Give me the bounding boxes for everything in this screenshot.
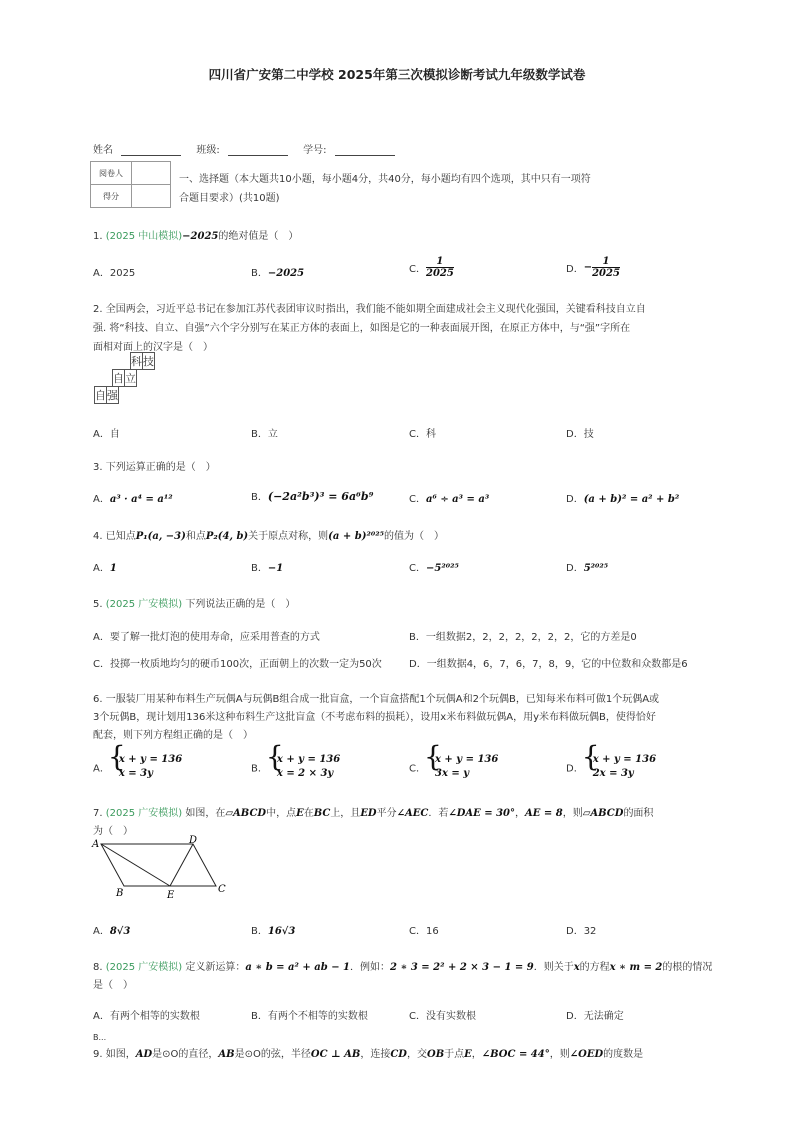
net-cell: 立 xyxy=(125,370,137,387)
score-table xyxy=(90,161,171,208)
question-5: 5. (2025 广安模拟) 下列说法正确的是（ ） xyxy=(93,599,296,610)
vertex-label: B xyxy=(116,888,124,899)
q7-option-a[interactable]: A．8√3 xyxy=(93,926,131,937)
q2-line1: 2. 全国两会，习近平总书记在参加江苏代表团审议时指出，我们能不能如期全面建成社会主义现代化强国，关键看科技自立自 xyxy=(93,304,646,315)
q4-option-b[interactable]: B．−1 xyxy=(251,563,284,574)
q8-option-c[interactable]: C．没有实数根 xyxy=(409,1011,476,1022)
q8-option-b[interactable]: B．有两个不相等的实数根 xyxy=(251,1011,368,1022)
q2-line3: 面相对面上的汉字是（ ） xyxy=(93,342,213,353)
q2-line2: 强. 将“科技、自立、自强”六个字分别写在某正方体的表面上，如图是它的一种表面展开图，在原正方体中，与“强”字所在 xyxy=(93,323,631,334)
vertex-label: A xyxy=(92,839,100,850)
q8-option-a[interactable]: A．有两个相等的实数根 xyxy=(93,1011,200,1022)
q6-option-b[interactable]: B． { x + y = 136 x = 2 × 3y xyxy=(251,753,340,781)
question-9: 9. 如图，AD是⊙O的直径，AB是⊙O的弦，半径OC ⊥ AB，连接CD，交OB于点E，∠BOC = 44°，则∠OED的度数是 xyxy=(93,1049,644,1060)
q2-option-c[interactable]: C．科 xyxy=(409,429,436,440)
q6-option-d[interactable]: D． { x + y = 136 2x = 3y xyxy=(566,753,656,781)
segment-ae xyxy=(101,844,170,886)
class-field[interactable] xyxy=(228,144,288,156)
page-title: 四川省广安第二中学校 2025年第三次模拟诊断考试九年级数学试卷 xyxy=(208,67,586,82)
question-1 xyxy=(93,227,298,242)
q6-line3: 配套，则下列方程组正确的是（ ） xyxy=(93,730,253,741)
class-label: 班级: xyxy=(196,145,220,156)
q3-option-c[interactable]: C．a⁶ ÷ a³ = a³ xyxy=(409,494,490,505)
net-cell: 自 xyxy=(95,387,107,404)
q1-text: 的绝对值是（ ） xyxy=(218,231,299,242)
q1-option-b[interactable]: B．−2025 xyxy=(251,268,305,279)
net-cell: 强 xyxy=(107,387,119,404)
net-cell: 自 xyxy=(113,370,125,387)
q1-option-a[interactable]: A．2025 xyxy=(93,268,136,279)
q1-option-c[interactable]: C． $\frac{1}{2025}$ xyxy=(409,256,454,279)
student-info xyxy=(93,141,395,156)
vertex-label: D xyxy=(189,835,198,846)
q5-option-d[interactable]: D．一组数据4，6，7，6，7，8，9，它的中位数和众数都是6 xyxy=(409,659,688,670)
q5-option-c[interactable]: C．投掷一枚质地均匀的硬币100次，正面朝上的次数一定为50次 xyxy=(93,659,382,670)
q1-number: 1. xyxy=(93,231,103,242)
score-label: 得分 xyxy=(91,185,132,208)
q3-option-d[interactable]: D．(a + b)² = a² + b² xyxy=(566,494,680,505)
q1-option-d[interactable]: D．− $\frac{1}{2025}$ xyxy=(566,256,620,279)
q2-option-a[interactable]: A．自 xyxy=(93,429,120,440)
q4-option-c[interactable]: C．−5²⁰²⁵ xyxy=(409,563,459,574)
section-heading-line1: 一、选择题（本大题共10小题，每小题4分，共40分，每小题均有四个选项，其中只有一项符 xyxy=(179,174,591,185)
name-field[interactable] xyxy=(121,144,181,156)
q8-option-d[interactable]: D．无法确定 xyxy=(566,1011,624,1022)
grader-label: 阅卷人 xyxy=(91,162,132,185)
q1-expr: −2025 xyxy=(182,231,219,242)
parallelogram-shape xyxy=(101,844,216,886)
q2-option-d[interactable]: D．技 xyxy=(566,429,594,440)
q6-option-c[interactable]: C． { x + y = 136 3x = y xyxy=(409,753,498,781)
q5-option-a[interactable]: A．要了解一批灯泡的使用寿命，应采用普查的方式 xyxy=(93,632,320,643)
q4-option-a[interactable]: A．1 xyxy=(93,563,117,574)
q3-option-a[interactable]: A．a³ · a⁴ = a¹² xyxy=(93,494,173,505)
q4-option-d[interactable]: D．5²⁰²⁵ xyxy=(566,563,609,574)
q6-option-a[interactable]: A． { x + y = 136 x = 3y xyxy=(93,753,182,781)
q8-line2: 是（ ） xyxy=(93,980,133,991)
id-field[interactable] xyxy=(335,144,395,156)
q7-option-c[interactable]: C．16 xyxy=(409,926,439,937)
id-label: 学号: xyxy=(303,145,327,156)
net-cell: 技 xyxy=(143,353,155,370)
name-label: 姓名 xyxy=(93,145,113,156)
question-8: 8. (2025 广安模拟) 定义新运算：a ∗ b = a² + ab − 1．例如：2 ∗ 3 = 2² + 2 × 3 − 1 = 9．则关于x的方程x ∗ m = 2的根的情况 xyxy=(93,962,713,973)
q6-line1: 6. 一服装厂用某种布料生产玩偶A与玩偶B组合成一批盲盒，一个盲盒搭配1个玩偶A和2个玩偶B，已知每米布料可做1个玩偶A或 xyxy=(93,694,660,705)
section-heading-line2: 合题目要求）(共10题) xyxy=(179,193,280,204)
vertex-label: E xyxy=(167,890,175,901)
q3-option-b[interactable]: B．(−2a²b³)³ = 6a⁶b⁹ xyxy=(251,490,374,503)
q9-mark: B... xyxy=(93,1033,107,1042)
q6-line2: 3个玩偶B，现计划用136米这种布料生产这批盲盒（不考虑布料的损耗），设用x米布料做玩偶A，用y米布料做玩偶B，使得恰好 xyxy=(93,712,656,723)
question-7: 7. (2025 广安模拟) 如图，在▱ABCD中，点E在BC上，且ED平分∠AEC．若∠DAE = 30°，AE = 8，则▱ABCD的面积 xyxy=(93,808,654,819)
grader-cell[interactable] xyxy=(132,162,171,185)
q1-source: (2025 中山模拟) xyxy=(105,231,183,242)
vertex-label: C xyxy=(218,884,226,895)
q3-text: 3. 下列运算正确的是（ ） xyxy=(93,462,216,473)
q7-option-b[interactable]: B．16√3 xyxy=(251,926,296,937)
question-4: 4. 已知点P₁(a, −3)和点P₂(4, b)关于原点对称，则(a + b)²⁰²⁵的值为（ ） xyxy=(93,531,444,542)
q5-option-b[interactable]: B．一组数据2，2，2，2，2，2，2，它的方差是0 xyxy=(409,632,637,643)
net-cell: 科 xyxy=(131,353,143,370)
score-cell[interactable] xyxy=(132,185,171,208)
q7-line2: 为（ ） xyxy=(93,826,133,837)
q2-option-b[interactable]: B．立 xyxy=(251,429,278,440)
segment-ed xyxy=(170,844,193,886)
q7-option-d[interactable]: D．32 xyxy=(566,926,597,937)
parallelogram-figure xyxy=(90,834,240,902)
